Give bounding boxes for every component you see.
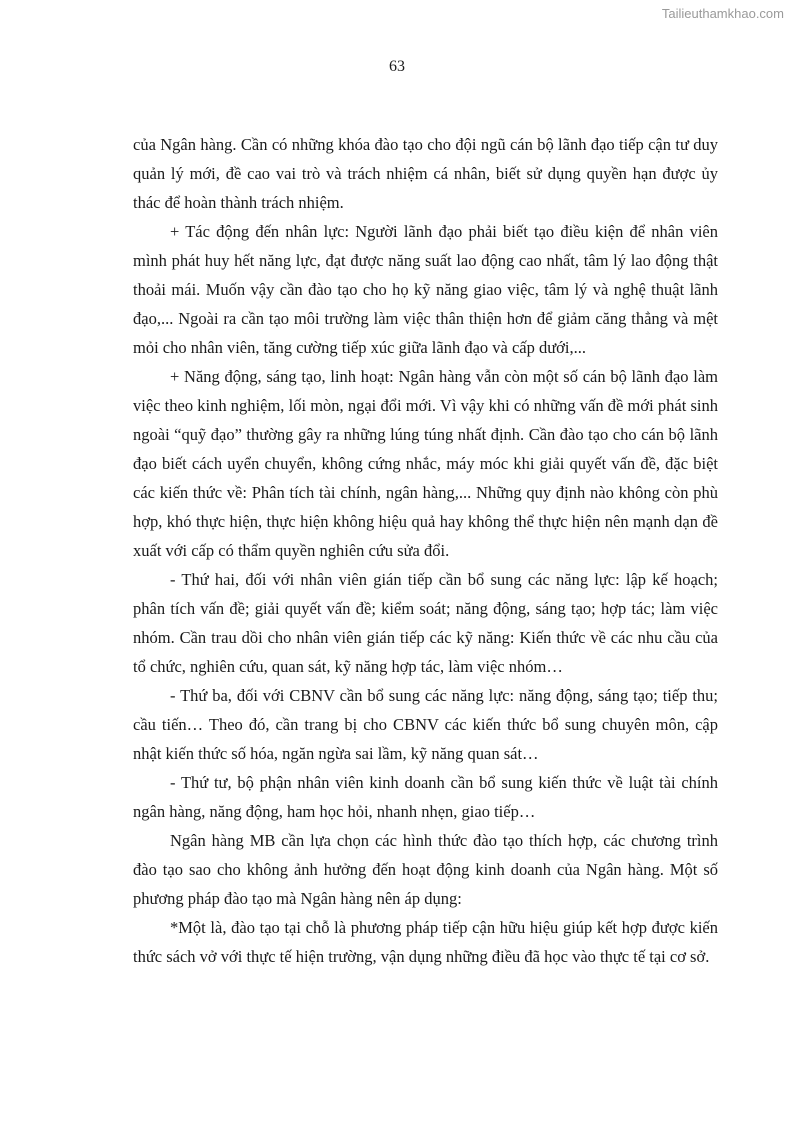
paragraph-third-employees: - Thứ ba, đối với CBNV cần bổ sung các năng lực: năng động, sáng tạo; tiếp thu; cầu tiến… Theo đó, cần trang bị cho CBNV các kiến thức bổ sung chuyên môn, cập nhật kiến thức số hóa, ngăn ngừa sai lầm, kỹ năng quan sát… (133, 686, 718, 763)
paragraph-on-site-training: *Một là, đào tạo tại chỗ là phương pháp tiếp cận hữu hiệu giúp kết hợp được kiến thức sách vở với thực tế hiện trường, vận dụng những điều đã học vào thực tế tại cơ sở. (133, 918, 718, 966)
paragraph-workforce-impact: + Tác động đến nhân lực: Người lãnh đạo phải biết tạo điều kiện để nhân viên mình phát huy hết năng lực, đạt được năng suất lao động cao nhất, tâm lý lao động thật thoải mái. Muốn vậy cần đào tạo cho họ kỹ năng giao việc, tâm lý và nghệ thuật lãnh đạo,... Ngoài ra cần tạo môi trường làm việc thân thiện hơn để giảm căng thẳng và mệt mỏi cho nhân viên, tăng cường tiếp xúc giữa lãnh đạo và cấp dưới,... (133, 222, 718, 357)
watermark-text: Tailieuthamkhao.com (661, 6, 784, 21)
paragraph-continuation: của Ngân hàng. Cần có những khóa đào tạo cho đội ngũ cán bộ lãnh đạo tiếp cận tư duy quản lý mới, đề cao vai trò và trách nhiệm cá nhân, biết sử dụng quyền hạn được ủy thác để hoàn thành trách nhiệm. (133, 135, 718, 212)
paragraph-second-indirect-staff: - Thứ hai, đối với nhân viên gián tiếp cần bổ sung các năng lực: lập kế hoạch; phân tích vấn đề; giải quyết vấn đề; kiểm soát; năng động, sáng tạo; hợp tác; làm việc nhóm. Cần trau dồi cho nhân viên gián tiếp các kỹ năng: Kiến thức về các nhu cầu của tổ chức, nghiên cứu, quan sát, kỹ năng hợp tác, làm việc nhóm… (133, 570, 718, 676)
paragraph-fourth-sales-staff: - Thứ tư, bộ phận nhân viên kinh doanh cần bổ sung kiến thức về luật tài chính ngân hàng, năng động, ham học hỏi, nhanh nhẹn, giao tiếp… (133, 773, 718, 821)
paragraph-training-forms: Ngân hàng MB cần lựa chọn các hình thức đào tạo thích hợp, các chương trình đào tạo sao cho không ảnh hưởng đến hoạt động kinh doanh của Ngân hàng. Một số phương pháp đào tạo mà Ngân hàng nên áp dụng: (133, 831, 718, 908)
document-body (133, 130, 718, 971)
page-number: 63 (389, 58, 405, 75)
paragraph-dynamic-creative: + Năng động, sáng tạo, linh hoạt: Ngân hàng vẫn còn một số cán bộ lãnh đạo làm việc theo kinh nghiệm, lối mòn, ngại đổi mới. Vì vậy khi có những vấn đề mới phát sinh ngoài “quỹ đạo” thường gây ra những lúng túng nhất định. Cần đào tạo cho cán bộ lãnh đạo biết cách uyển chuyển, không cứng nhắc, máy móc khi giải quyết vấn đề, đặc biệt các kiến thức về: Phân tích tài chính, ngân hàng,... Những quy định nào không còn phù hợp, khó thực hiện, thực hiện không hiệu quả hay không thể thực hiện nên mạnh dạn đề xuất với cấp có thẩm quyền nghiên cứu sửa đổi. (133, 367, 718, 560)
